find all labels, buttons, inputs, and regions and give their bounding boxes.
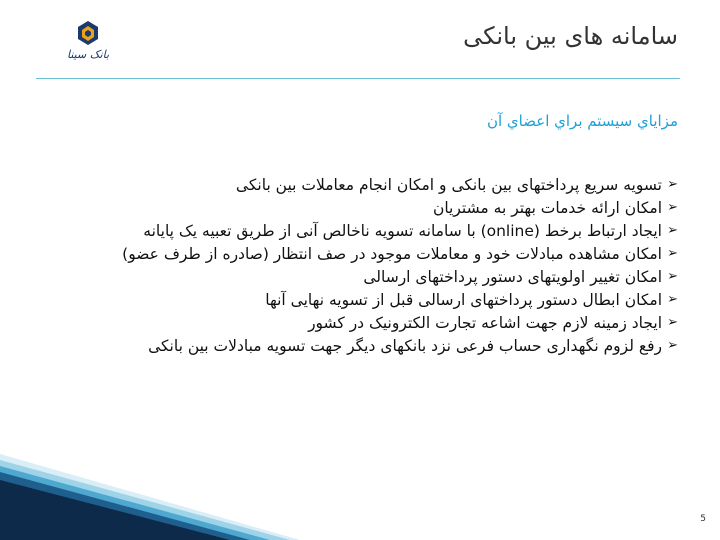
list-item xyxy=(38,197,678,219)
list-item-text: امکان ارائه خدمات بهتر به مشتریان xyxy=(432,199,662,217)
arrow-bullet-icon: ➢ xyxy=(667,292,678,307)
list-item-text: ایجاد ارتباط برخط (online) با سامانه تسویه ناخالص آنی از طریق تعبیه یک پایانه xyxy=(143,222,662,240)
list-item xyxy=(38,335,678,357)
list-item-text: امکان تغییر اولویتهای دستور پرداختهای ارسالی xyxy=(363,268,662,286)
list-item-text: امکان ابطال دستور پرداختهای ارسالی قبل از تسویه نهایی آنها xyxy=(265,291,662,309)
arrow-bullet-icon: ➢ xyxy=(667,269,678,284)
list-item-text: تسویه سریع پرداختهای بین بانکی و امکان انجام معاملات بین بانکی xyxy=(235,176,662,194)
corner-swoosh-decoration xyxy=(0,440,300,540)
list-item xyxy=(38,220,678,242)
section-subtitle: مزاياي سيستم براي اعضاي آن xyxy=(486,112,678,130)
list-item-text: ایجاد زمینه لازم جهت اشاعه تجارت الکترونیک در کشور xyxy=(308,314,662,332)
arrow-bullet-icon: ➢ xyxy=(667,315,678,330)
arrow-bullet-icon: ➢ xyxy=(667,200,678,215)
list-item xyxy=(38,266,678,288)
page-number: 5 xyxy=(700,514,706,524)
header-divider xyxy=(36,78,680,79)
list-item xyxy=(38,289,678,311)
list-item xyxy=(38,174,678,196)
arrow-bullet-icon: ➢ xyxy=(667,223,678,238)
arrow-bullet-icon: ➢ xyxy=(667,246,678,261)
list-item xyxy=(38,243,678,265)
arrow-bullet-icon: ➢ xyxy=(667,177,678,192)
logo-wordmark: بانک سینا xyxy=(66,48,110,61)
list-item-text: امکان مشاهده مبادلات خود و معاملات موجود در صف انتظار (صادره از طرف عضو) xyxy=(122,245,662,263)
slide-title: سامانه های بین بانکی xyxy=(463,22,678,50)
bullet-list xyxy=(38,174,678,358)
list-item-text: رفع لزوم نگهداری حساب فرعی نزد بانکهای دیگر جهت تسویه مبادلات بین بانکی xyxy=(148,337,662,355)
arrow-bullet-icon: ➢ xyxy=(667,338,678,353)
list-item xyxy=(38,312,678,334)
